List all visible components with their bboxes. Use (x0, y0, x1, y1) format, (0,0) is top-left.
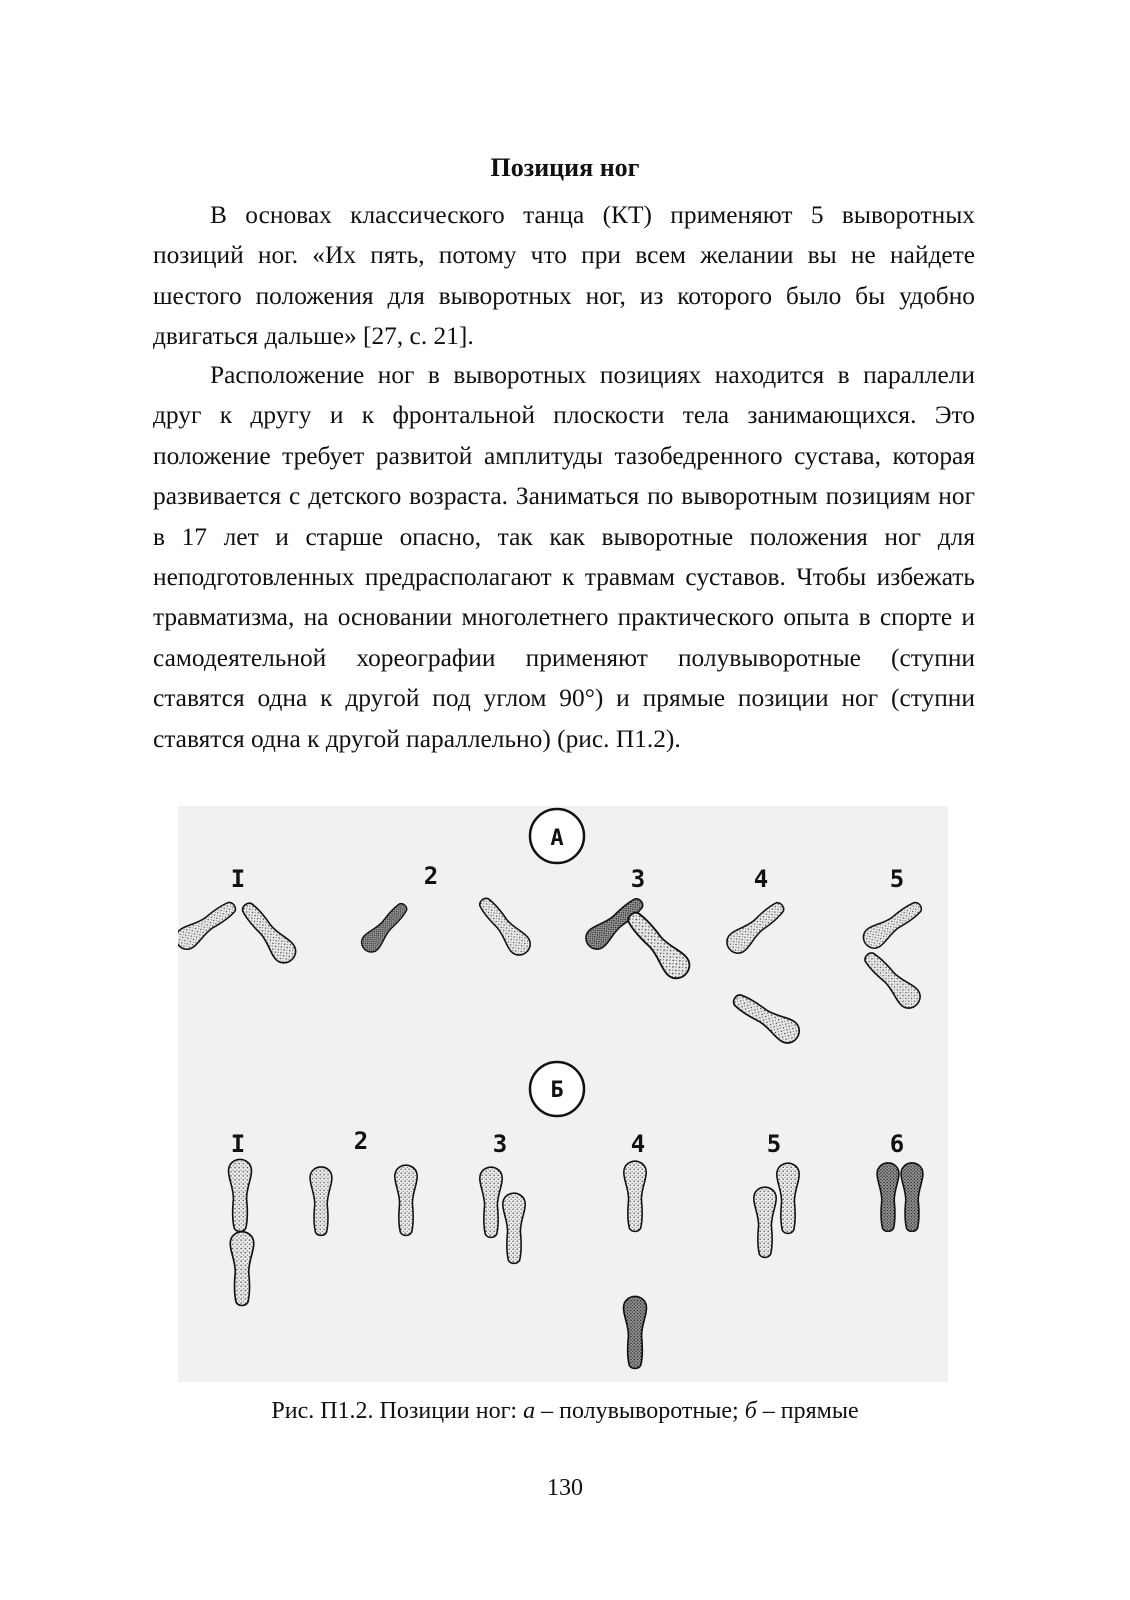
group-b-marker (530, 1062, 584, 1116)
foot-a1-left (178, 896, 240, 953)
group-a-feet (178, 893, 926, 1047)
caption-prefix: Рис. П1.2. Позиции ног: (271, 1398, 524, 1424)
group-a-position-2: 2 (423, 862, 439, 890)
group-b-feet (229, 1159, 923, 1368)
foot-b5-right (777, 1163, 799, 1233)
foot-b1-lower (230, 1232, 254, 1306)
foot-a3-right (621, 906, 694, 983)
foot-b2-left (310, 1167, 332, 1235)
caption-b-letter: б (744, 1398, 757, 1424)
foot-b6-right (901, 1163, 923, 1231)
group-a-position-4: 4 (753, 865, 769, 893)
foot-a5-upper (859, 897, 926, 953)
foot-a4-upper (723, 897, 789, 958)
group-b-position-3: 3 (492, 1130, 508, 1158)
caption-a-letter: а (523, 1398, 536, 1424)
foot-b3-right (503, 1193, 525, 1263)
group-b-position-1: I (230, 1130, 246, 1158)
group-a-position-3: 3 (630, 865, 646, 893)
foot-a2-right (474, 893, 535, 959)
foot-b3-left (480, 1167, 502, 1237)
caption-a-text: – полувыворотные; (535, 1398, 745, 1424)
foot-a4-lower (729, 988, 804, 1047)
page-number: 130 (547, 1475, 583, 1501)
foot-b2-right (395, 1165, 417, 1235)
foot-a1-right (236, 898, 300, 968)
group-a-position-1: I (230, 865, 246, 893)
group-a-position-5: 5 (889, 865, 905, 893)
paragraph-1: В основах классического танца (КТ) применяют 5 выворотных позиций ног. «Их пять, потому что при всем желании вы не найдете шестого положения для выворотных ног, из которого было бы удобно двигаться дальше» [27, с. 21]. (153, 201, 975, 351)
figure-foot-positions (178, 806, 948, 1382)
group-b-position-6: 6 (889, 1130, 905, 1158)
foot-a2-left (358, 899, 412, 956)
group-a-marker (530, 809, 584, 863)
section-heading: Позиция ног (490, 153, 640, 182)
figure-drawing (178, 806, 948, 1382)
group-b-position-2: 2 (353, 1127, 369, 1155)
foot-b4-upper (624, 1161, 646, 1231)
foot-b6-left (877, 1163, 899, 1231)
figure-caption (0, 1396, 1130, 1426)
foot-b1-upper (229, 1159, 252, 1231)
caption-b-text: – прямые (756, 1398, 859, 1424)
group-b-position-4: 4 (630, 1130, 646, 1158)
group-b-position-5: 5 (766, 1130, 782, 1158)
foot-b5-left (754, 1187, 776, 1257)
paragraph-2: Расположение ног в выворотных позициях находится в параллели друг к другу и к фронтальной плоскости тела занимающихся. Это положение требует развитой амплитуды тазобедренного сустава, которая развивается с детского возраста. Заниматься по выворотным позициям ног в 17 лет и старше опасно, так как выворотные положения ног для неподготовленных предрасполагают к травмам суставов. Чтобы избежать травматизма, на основании многолетнего практического опыта в спорте и самодеятельной хореографии применяют полувыворотные (ступни ставятся одна к другой под углом 90°) и прямые позиции ног (ступни ставятся одна к другой параллельно) (рис. П1.2). (153, 361, 975, 753)
group-b-label: Б (550, 1078, 564, 1103)
foot-b4-lower (624, 1296, 647, 1368)
foot-a5-lower (859, 947, 924, 1012)
group-a-label: А (550, 826, 564, 851)
